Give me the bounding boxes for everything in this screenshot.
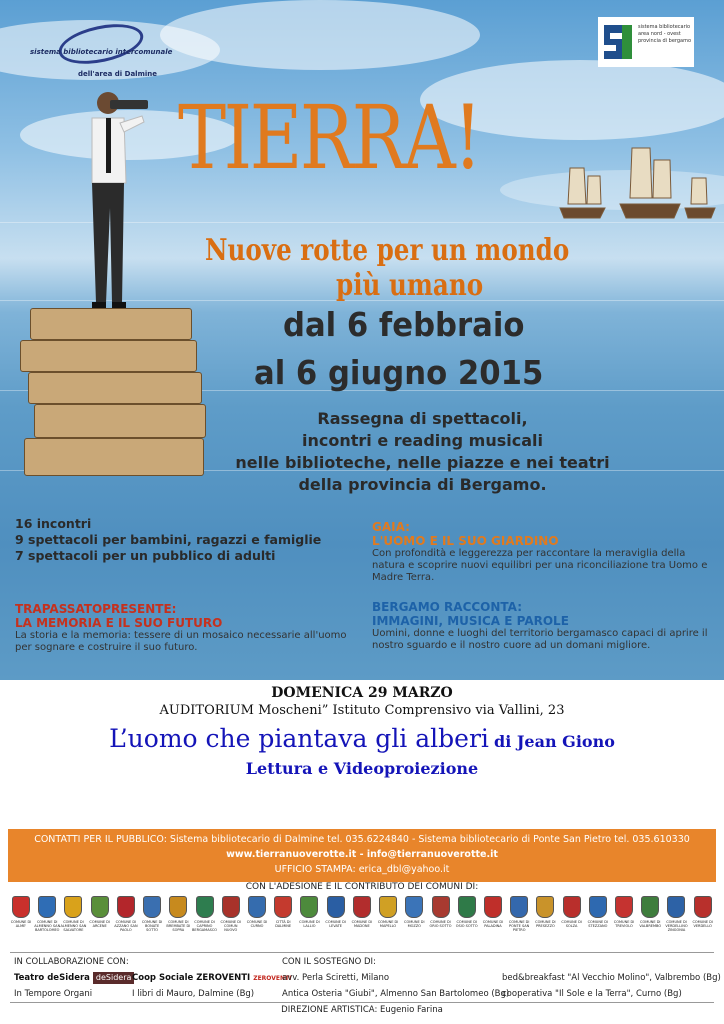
man-with-telescope-illustration (80, 88, 150, 313)
collab-coop (132, 972, 291, 985)
crest-icon (536, 896, 554, 918)
municipality-item (220, 896, 242, 944)
support-item: bed&breakfast "Al Vecchio Molino", Valbrembo (Bg) (502, 973, 721, 983)
section-title: GAIA: (372, 520, 410, 534)
sb-line: area nord - ovest (638, 31, 681, 37)
crest-icon (117, 896, 135, 918)
municipality-name: COMUNE DI BREMBATE DI SOPRA (166, 920, 191, 932)
support-item: avv. Perla Sciretti, Milano (282, 973, 390, 983)
sistema-bibliotecario-logo (30, 18, 173, 80)
municipality-item (34, 896, 61, 944)
crest-icon (274, 896, 292, 918)
description-line: incontri e reading musicali (302, 431, 543, 450)
crest-icon (458, 896, 476, 918)
event-place: AUDITORIUM Moscheni” Istituto Comprensivo via Vallini, 23 (159, 703, 565, 718)
crest-icon (196, 896, 214, 918)
municipality-name: COMUNE DI ALMENNO SAN BARTOLOMEO (34, 920, 61, 932)
crest-icon (143, 896, 161, 918)
sb-line: sistema bibliotecario (638, 24, 691, 30)
municipality-name: COMUNE DI CAPRINO BERGAMASCO (192, 920, 218, 932)
crest-icon (694, 896, 712, 918)
municipality-item (403, 896, 425, 944)
municipality-item (298, 896, 320, 944)
municipality-item (456, 896, 478, 944)
sb-logo (598, 17, 694, 67)
crest-icon (484, 896, 502, 918)
sb-mark-icon (602, 21, 634, 63)
description-line: Rassegna di spettacoli, (317, 409, 528, 428)
desidera-logo: deSidera (93, 972, 135, 984)
municipality-item (325, 896, 347, 944)
municipality-name: COMUNE DI TREVIOLO (613, 920, 635, 928)
crest-icon (12, 896, 30, 918)
municipality-name: COMUNE DI ARCENE (89, 920, 110, 928)
municipality-item (692, 896, 714, 944)
section-trapassato (15, 602, 355, 654)
artistic-direction: DIREZIONE ARTISTICA: Eugenio Farina (281, 1005, 443, 1015)
collab-temporeo: In Tempore Organi (14, 989, 93, 999)
date-line1: dal 6 febbraio (283, 305, 525, 344)
municipality-name: COMUNE DI ALMENNO SAN SALVATORE (60, 920, 87, 932)
municipality-item (430, 896, 452, 944)
collaboration-label: IN COLLABORAZIONE CON: (14, 957, 129, 967)
logo-left-line1: sistema bibliotecario intercomunale (30, 48, 173, 56)
municipality-item (60, 896, 87, 944)
book (20, 340, 197, 372)
crest-icon (615, 896, 633, 918)
event-details (0, 684, 724, 781)
book (30, 308, 192, 340)
crest-icon (563, 896, 581, 918)
contact-website[interactable]: www.tierranuoverotte.it - info@tierranuoverotte.it (226, 849, 498, 860)
municipality-name: COMUNE DI BONATE SOTTO (141, 920, 163, 932)
section-title: BERGAMO RACCONTA: (372, 600, 522, 614)
collab-teatro (14, 972, 134, 984)
municipality-item (587, 896, 609, 944)
sb-line: provincia di bergamo (638, 38, 692, 44)
contact-bar (8, 829, 716, 882)
collab-teatro-name: Teatro deSidera (14, 973, 90, 983)
event-author: di Jean Giono (494, 732, 615, 751)
municipality-name: COMUNE DI STEZZANO (587, 920, 609, 928)
section-gaia (372, 520, 712, 584)
adhesion-label: CON L'ADESIONE E IL CONTRIBUTO DEI COMUNI DI: (245, 882, 479, 892)
municipality-item (115, 896, 137, 944)
contact-line1: CONTATTI PER IL PUBBLICO: Sistema bibliotecario di Dalmine tel. 035.6224840 - Sistema bibliotecario di Ponte San Pietro tel. 035.610330 (34, 834, 690, 845)
municipality-item (351, 896, 373, 944)
event-subtitle: Lettura e Videoproiezione (245, 759, 479, 778)
crest-icon (379, 896, 397, 918)
municipality-name: COMUNE DI PALADINA (482, 920, 504, 928)
municipality-name: COMUNE DI VALBREMBO (639, 920, 662, 928)
description-line: nelle biblioteche, nelle piazze e nei teatri (235, 453, 610, 472)
crest-icon (222, 896, 240, 918)
sailing-ships-illustration (550, 138, 720, 233)
municipality-name: COMUNE DI MADONE (351, 920, 373, 928)
municipality-item (561, 896, 583, 944)
stat-line: 16 incontri (15, 516, 92, 531)
subtitle-line2: più umano (336, 268, 484, 303)
municipality-item (613, 896, 635, 944)
crest-icon (667, 896, 685, 918)
crest-icon (248, 896, 266, 918)
crest-icon (91, 896, 109, 918)
section-subtitle: L'UOMO E IL SUO GIARDINO (372, 534, 559, 548)
municipality-crests (10, 896, 714, 944)
municipality-name: COMUNE DI AZZANO SAN PAOLO (114, 920, 138, 932)
municipality-item (10, 896, 32, 944)
book (24, 438, 204, 476)
crest-icon (353, 896, 371, 918)
municipality-name: COMUNE DI PRESEZZO (535, 920, 556, 928)
municipality-name: COMUNE DI ORIO SOTTO (429, 920, 452, 928)
event-title (0, 724, 724, 757)
crest-icon (64, 896, 82, 918)
section-bergamo (372, 600, 712, 652)
description-line: della provincia di Bergamo. (298, 475, 547, 494)
municipality-item (89, 896, 111, 944)
municipality-item (246, 896, 268, 944)
municipality-name: COMUNE DI ALME' (10, 920, 32, 928)
municipality-name: CITTÀ DI DALMINE (275, 920, 292, 928)
municipality-name: COMUNE DI MAPELLO (377, 920, 399, 928)
collab-coop-name: Coop Sociale ZEROVENTI (132, 973, 251, 983)
crest-icon (38, 896, 56, 918)
section-subtitle: IMMAGINI, MUSICA E PAROLE (372, 614, 569, 628)
stat-line: 7 spettacoli per un pubblico di adulti (15, 548, 276, 563)
municipality-item (272, 896, 294, 944)
book-stack-illustration (20, 308, 210, 488)
subtitle-line1: Nuove rotte per un mondo (205, 233, 570, 268)
event-day: DOMENICA 29 MARZO (271, 685, 453, 701)
book (28, 372, 202, 404)
municipality-item (482, 896, 504, 944)
contact-press-email[interactable]: UFFICIO STAMPA: erica_dbl@yahoo.it (274, 864, 450, 875)
support-item: Antica Osteria "Giubi", Almenno San Bartolomeo (Bg) (282, 989, 510, 999)
divider (10, 952, 714, 953)
section-text: La storia e la memoria: tessere di un mosaico necessarie all'uomo per sognare e costruire il suo futuro. (15, 630, 347, 653)
municipality-name: COMUNE DI COMUN NUOVO (220, 920, 241, 932)
municipality-item (194, 896, 216, 944)
divider (10, 1002, 714, 1003)
cloud (160, 0, 480, 70)
municipality-item (534, 896, 556, 944)
series-description (225, 408, 620, 496)
support-item: cooperativa "Il Sole e la Terra", Curno (Bg) (502, 989, 682, 999)
crest-icon (405, 896, 423, 918)
municipality-name: COMUNE DI PONTE SAN PIETRO (508, 920, 530, 932)
municipality-item (167, 896, 189, 944)
sb-logo-text (638, 24, 691, 45)
event-series-title: TIERRA! (178, 86, 480, 189)
program-stats (15, 516, 321, 564)
crest-icon (300, 896, 318, 918)
municipality-item (377, 896, 399, 944)
municipality-item (508, 896, 530, 944)
municipality-item (665, 896, 687, 944)
zeroventi-logo: ZEROVENTI (253, 975, 292, 982)
crest-icon (169, 896, 187, 918)
orbit-icon (55, 17, 147, 70)
section-text: Con profondità e leggerezza per raccontare la meraviglia della natura e scoprire nuovi equilibri per una riconciliazione tra Uomo e Madre Terra. (372, 548, 708, 583)
municipality-name: COMUNE DI SOLZA (561, 920, 582, 928)
collab-libri: I libri di Mauro, Dalmine (Bg) (132, 989, 255, 999)
section-subtitle: LA MEMORIA E IL SUO FUTURO (15, 616, 223, 630)
crest-icon (327, 896, 345, 918)
municipality-name: COMUNE DI LEVATE (325, 920, 346, 928)
crest-icon (589, 896, 607, 918)
municipality-name: COMUNE DI CURNO (246, 920, 268, 928)
event-title-text: L’uomo che piantava gli alberi (109, 724, 489, 753)
section-text: Uomini, donne e luoghi del territorio bergamasco capaci di aprire il nostro sguardo e il nostro cuore ad un domani migliore. (372, 628, 708, 651)
municipality-name: COMUNE DI VERDELLINO ZINGONIA (665, 920, 688, 932)
municipality-name: COMUNE DI MOZZO (404, 920, 425, 928)
section-title: TRAPASSATOPRESENTE: (15, 602, 177, 616)
date-line2: al 6 giugno 2015 (254, 353, 544, 392)
book (34, 404, 206, 438)
support-label: CON IL SOSTEGNO DI: (282, 957, 376, 967)
municipality-name: COMUNE DI VERDELLO (692, 920, 713, 928)
crest-icon (641, 896, 659, 918)
crest-icon (432, 896, 450, 918)
municipality-name: COMUNE DI OSIO SOTTO (455, 920, 478, 928)
municipality-item (141, 896, 163, 944)
municipality-item (639, 896, 661, 944)
crest-icon (510, 896, 528, 918)
stat-line: 9 spettacoli per bambini, ragazzi e famiglie (15, 532, 322, 547)
logo-left-line2: dell'area di Dalmine (78, 70, 157, 78)
municipality-name: COMUNE DI LALLIO (299, 920, 320, 928)
